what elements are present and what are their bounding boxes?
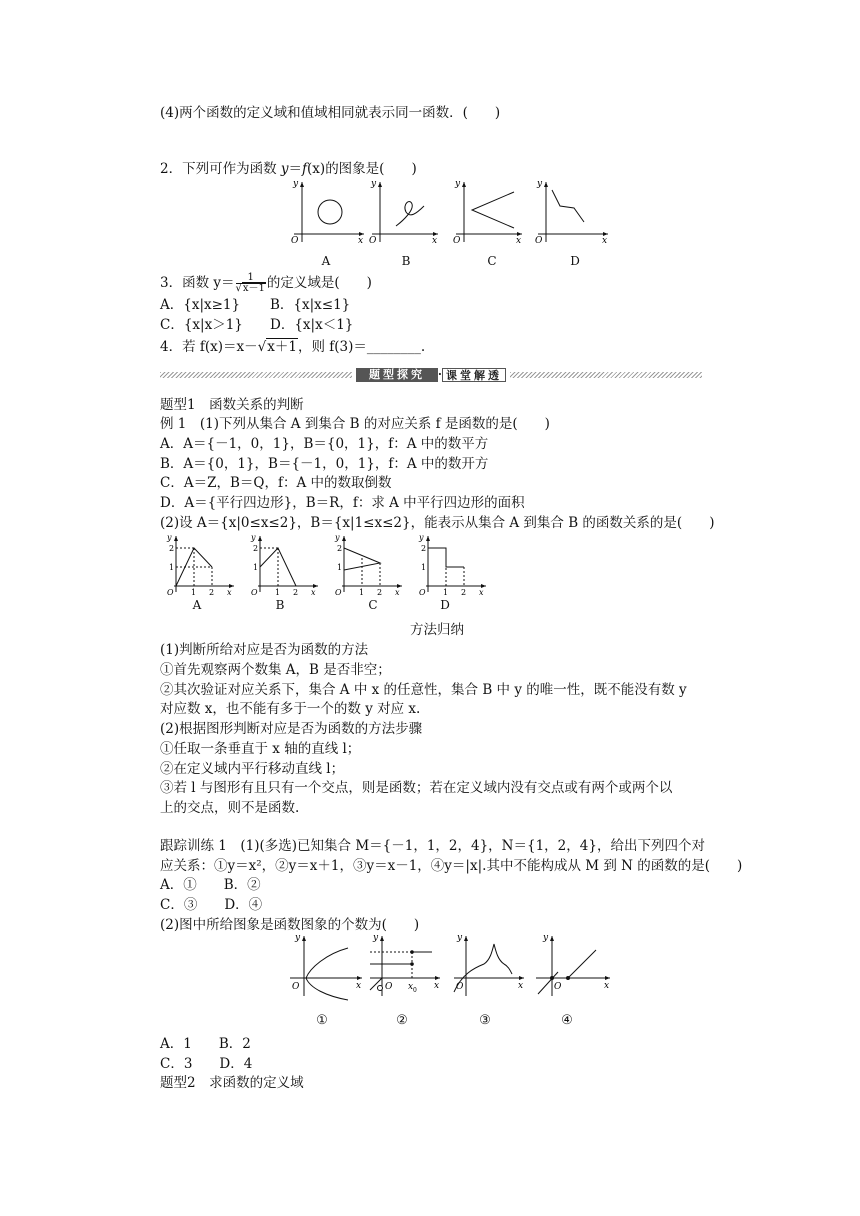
svg-text:x: x: [395, 588, 400, 597]
method-graph-step-2: ②在定义域内平行移动直线 l；: [160, 761, 345, 777]
method-title: 方法归纳: [410, 622, 464, 638]
training-1-part-2: (2)图中所给图象是函数图象的个数为( ): [160, 917, 420, 933]
ex1-option-c: C．A＝Z，B＝Q，f：A 中的数取倒数: [160, 475, 392, 491]
svg-text:O: O: [369, 236, 377, 246]
svg-text:x: x: [311, 588, 316, 597]
q2-y: y: [280, 161, 289, 177]
train-graph-2-x0-label: x: [408, 982, 414, 992]
q4-post: ，则 f(3)＝________.: [297, 339, 426, 355]
svg-text:O: O: [456, 982, 464, 992]
svg-text:2: 2: [337, 544, 343, 553]
method-heading-2: (2)根据图形判断对应是否为函数的方法步骤: [160, 721, 423, 737]
type-2-title: 题型2 求函数的定义域: [160, 1075, 304, 1091]
train-graph-4: [534, 934, 614, 998]
q2-graph-d: [534, 180, 614, 244]
method-step-2a: ②其次验证对应关系下，集合 A 中 x 的任意性，集合 B 中 y 的唯一性，既不能没有数 y: [160, 682, 687, 698]
ex1-option-a: A．A＝{－1，0，1}，B＝{0，1}，f：A 中的数平方: [160, 436, 489, 452]
training-1-options-cd: C．③ D．④: [160, 897, 263, 913]
svg-text:2: 2: [169, 544, 175, 553]
example-1: 例 1 (1)下列从集合 A 到集合 B 的对应关系 f 是函数的是( ): [160, 416, 550, 432]
svg-text:O: O: [385, 982, 393, 992]
svg-text:1: 1: [275, 588, 281, 597]
training-2-options-ab: A．1 B．2: [160, 1036, 251, 1052]
method-graph-step-3b: 上的交点，则不是函数.: [160, 800, 300, 816]
method-heading-1: (1)判断所给对应是否为函数的方法: [160, 642, 369, 658]
training-2-options-cd: C．3 D．4: [160, 1056, 253, 1072]
question-1-4: (4)两个函数的定义域和值域相同就表示同一函数．( ): [160, 105, 501, 121]
ex1-graph-d: [416, 534, 494, 596]
svg-text:2: 2: [421, 544, 427, 553]
svg-text:y: y: [419, 533, 424, 542]
training-1-line-1: 跟踪训练 1 (1)(多选)已知集合 M＝{－1，1，2，4}，N＝{1，2，4}，给出下列四个对: [160, 838, 705, 854]
type-1-title: 题型1 函数关系的判断: [160, 397, 304, 413]
q3-option-d: D．{x|x＜1}: [270, 317, 354, 333]
ex1-graph-a: [164, 534, 242, 596]
ex1-part-2: (2)设 A＝{x|0≤x≤2}，B＝{x|1≤x≤2}，能表示从集合 A 到集合 B 的函数关系的是( ): [160, 515, 715, 531]
q3-den-radicand: x－1: [242, 283, 265, 294]
svg-text:1: 1: [443, 588, 449, 597]
q2-caption-a: A: [321, 254, 331, 268]
svg-text:1: 1: [169, 563, 175, 572]
ex1-option-d: D．A＝{平行四边形}，B＝R，f：求 A 中平行四边形的面积: [160, 495, 525, 511]
svg-text:O: O: [292, 982, 300, 992]
svg-text:0: 0: [413, 987, 417, 994]
banner-dot: ·: [438, 368, 445, 381]
svg-text:O: O: [251, 588, 258, 597]
svg-text:y: y: [167, 533, 172, 542]
q3-post: 的定义域是( ): [266, 275, 372, 291]
svg-text:O: O: [419, 588, 426, 597]
q2-eq: ＝: [288, 161, 303, 177]
section-banner: [160, 368, 702, 382]
method-graph-step-1: ①任取一条垂直于 x 轴的直线 l；: [160, 741, 361, 757]
train-caption-3: ③: [479, 1013, 491, 1028]
q3-option-a: A．{x|x≥1}: [160, 297, 241, 313]
svg-text:y: y: [251, 533, 256, 542]
train-graph-3: [452, 934, 532, 998]
svg-text:y: y: [295, 933, 301, 943]
q2-pre: 2．下列可作为函数: [160, 161, 281, 177]
svg-text:2: 2: [377, 588, 383, 597]
svg-text:2: 2: [209, 588, 215, 597]
training-1-options-ab: A．① B．②: [160, 877, 261, 893]
train-graph-1: [286, 934, 366, 998]
svg-text:x: x: [358, 236, 364, 246]
method-graph-step-3a: ③若 l 与图形有且只有一个交点，则是函数；若在定义域内没有交点或有两个或两个以: [160, 780, 673, 796]
q3-option-c: C．{x|x＞1}: [160, 317, 243, 333]
svg-text:y: y: [537, 179, 543, 189]
q3-den: √x－1: [235, 283, 265, 294]
q2-caption-c: C: [487, 254, 497, 268]
banner-hatch-left: [160, 372, 352, 378]
question-4: 4．若 f(x)＝x－√x＋1，则 f(3)＝________.: [160, 339, 426, 355]
svg-text:x: x: [518, 981, 524, 991]
svg-text:O: O: [167, 588, 174, 597]
svg-text:O: O: [554, 982, 562, 992]
svg-text:1: 1: [359, 588, 365, 597]
svg-text:y: y: [457, 933, 463, 943]
banner-tag-class: 课堂解透: [442, 368, 506, 382]
ex1-caption-d: D: [440, 598, 450, 612]
ex1-graph-c: [332, 534, 410, 596]
svg-text:O: O: [291, 236, 299, 246]
q2-caption-b: B: [401, 254, 411, 268]
ex1-caption-a: A: [192, 598, 202, 612]
q2-f: f: [302, 161, 308, 177]
svg-text:x: x: [227, 588, 232, 597]
svg-text:x: x: [602, 236, 608, 246]
q2-graph-a: [286, 180, 366, 244]
svg-text:2: 2: [293, 588, 299, 597]
q2-caption-d: D: [570, 254, 580, 268]
svg-text:1: 1: [253, 563, 259, 572]
svg-text:y: y: [335, 533, 340, 542]
q3-num: 1: [236, 273, 266, 284]
svg-text:O: O: [453, 236, 461, 246]
training-1-line-2: 应关系：①y＝x²，②y＝x＋1，③y＝x－1，④y＝|x|.其中不能构成从 M 到 N 的函数的是( ): [160, 858, 743, 874]
svg-text:x: x: [434, 981, 440, 991]
banner-tag-explore: 题型探究: [356, 368, 438, 382]
svg-text:1: 1: [421, 563, 427, 572]
q4-pre: 4．若 f(x)＝x－: [160, 339, 258, 355]
q2-post: 的图象是( ): [325, 161, 417, 177]
q2-x: (x): [307, 161, 326, 177]
svg-text:x: x: [356, 981, 362, 991]
q3-fraction: [236, 273, 266, 294]
question-2: [160, 160, 417, 178]
svg-text:y: y: [455, 179, 461, 189]
svg-text:x: x: [516, 236, 522, 246]
ex1-caption-b: B: [275, 598, 285, 612]
ex1-graph-b: [248, 534, 326, 596]
svg-text:1: 1: [337, 563, 343, 572]
svg-text:y: y: [371, 179, 377, 189]
svg-text:y: y: [373, 933, 379, 943]
svg-text:x: x: [604, 981, 610, 991]
method-step-1: ①首先观察两个数集 A，B 是否非空；: [160, 662, 391, 678]
q3-option-b: B．{x|x≤1}: [270, 297, 351, 313]
svg-text:1: 1: [191, 588, 197, 597]
svg-text:O: O: [335, 588, 342, 597]
svg-text:x: x: [479, 588, 484, 597]
q2-graph-b: [368, 180, 448, 244]
train-caption-2: ②: [396, 1013, 408, 1028]
ex1-option-b: B．A＝{0，1}，B＝{－1，0，1}，f：A 中的数开方: [160, 456, 489, 472]
q4-radicand: x＋1: [267, 339, 297, 355]
method-step-2b: 对应数 x，也不能有多于一个的数 y 对应 x.: [160, 701, 421, 717]
ex1-caption-c: C: [368, 598, 378, 612]
q2-graph-c: [452, 180, 532, 244]
svg-text:2: 2: [253, 544, 259, 553]
question-3: [160, 273, 372, 294]
banner-hatch-right: [510, 372, 702, 378]
svg-text:2: 2: [461, 588, 467, 597]
train-caption-1: ①: [316, 1013, 328, 1028]
svg-text:y: y: [293, 179, 299, 189]
train-caption-4: ④: [561, 1013, 573, 1028]
svg-text:O: O: [535, 236, 543, 246]
svg-text:y: y: [543, 933, 549, 943]
train-graph-2: [368, 934, 448, 998]
q3-pre: 3．函数 y＝: [160, 275, 235, 291]
svg-text:x: x: [432, 236, 438, 246]
